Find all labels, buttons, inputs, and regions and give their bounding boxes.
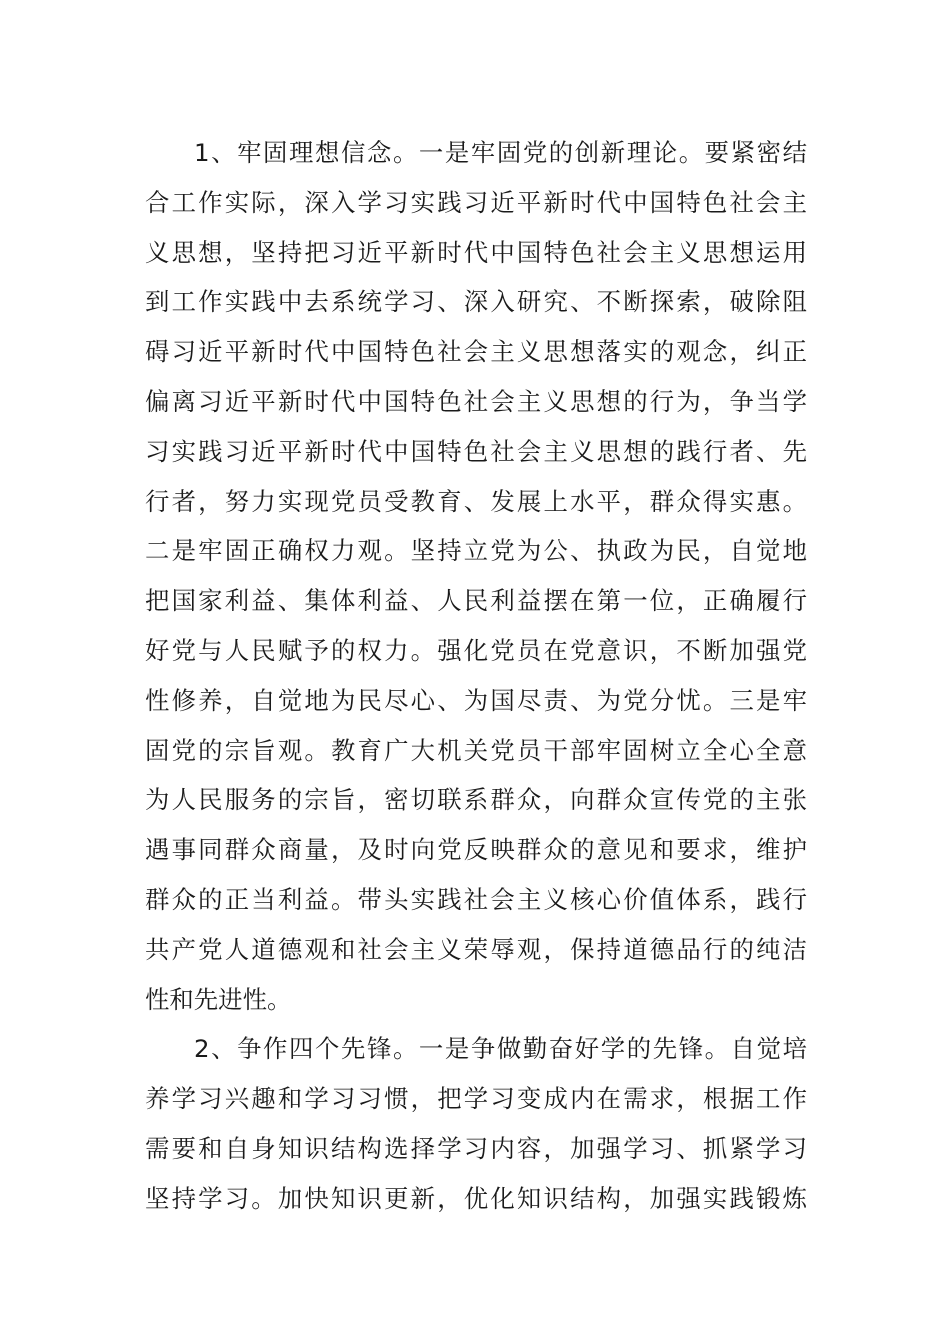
text-line: 到工作实践中去系统学习、深入研究、不断探索，破除阻 <box>145 287 807 317</box>
text-line: 遇事同群众商量，及时向党反映群众的意见和要求，维护 <box>145 835 807 865</box>
text-line: 共产党人道德观和社会主义荣辱观，保持道德品行的纯洁 <box>145 934 807 964</box>
text-line: 偏离习近平新时代中国特色社会主义思想的行为，争当学 <box>145 386 807 416</box>
text-line: 把国家利益、集体利益、人民利益摆在第一位，正确履行 <box>145 586 807 616</box>
text-line: 碍习近平新时代中国特色社会主义思想落实的观念，纠正 <box>145 337 807 367</box>
text-line: 需要和自身知识结构选择学习内容，加强学习、抓紧学习 <box>145 1133 807 1163</box>
text-line: 性和先进性。 <box>145 984 292 1014</box>
text-line: 坚持学习。加快知识更新，优化知识结构，加强实践锻炼 <box>145 1183 807 1213</box>
text-line: 合工作实际，深入学习实践习近平新时代中国特色社会主 <box>145 187 807 217</box>
text-line: 性修养，自觉地为民尽心、为国尽责、为党分忧。三是牢 <box>145 685 807 715</box>
text-line: 养学习兴趣和学习习惯，把学习变成内在需求，根据工作 <box>145 1084 807 1114</box>
text-line: 群众的正当利益。带头实践社会主义核心价值体系，践行 <box>145 884 807 914</box>
text-line: 行者，努力实现党员受教育、发展上水平，群众得实惠。 <box>145 486 807 516</box>
text-line: 1、牢固理想信念。一是牢固党的创新理论。要紧密结 <box>194 138 807 167</box>
text-line: 义思想，坚持把习近平新时代中国特色社会主义思想运用 <box>145 237 807 267</box>
text-line: 固党的宗旨观。教育广大机关党员干部牢固树立全心全意 <box>145 735 807 765</box>
text-line: 二是牢固正确权力观。坚持立党为公、执政为民，自觉地 <box>145 536 807 566</box>
text-line: 2、争作四个先锋。一是争做勤奋好学的先锋。自觉培 <box>194 1034 807 1064</box>
text-line: 为人民服务的宗旨，密切联系群众，向群众宣传党的主张 <box>145 785 807 815</box>
body-text <box>145 128 807 1224</box>
text-line: 好党与人民赋予的权力。强化党员在党意识，不断加强党 <box>145 635 807 665</box>
text-line: 习实践习近平新时代中国特色社会主义思想的践行者、先 <box>145 436 807 466</box>
